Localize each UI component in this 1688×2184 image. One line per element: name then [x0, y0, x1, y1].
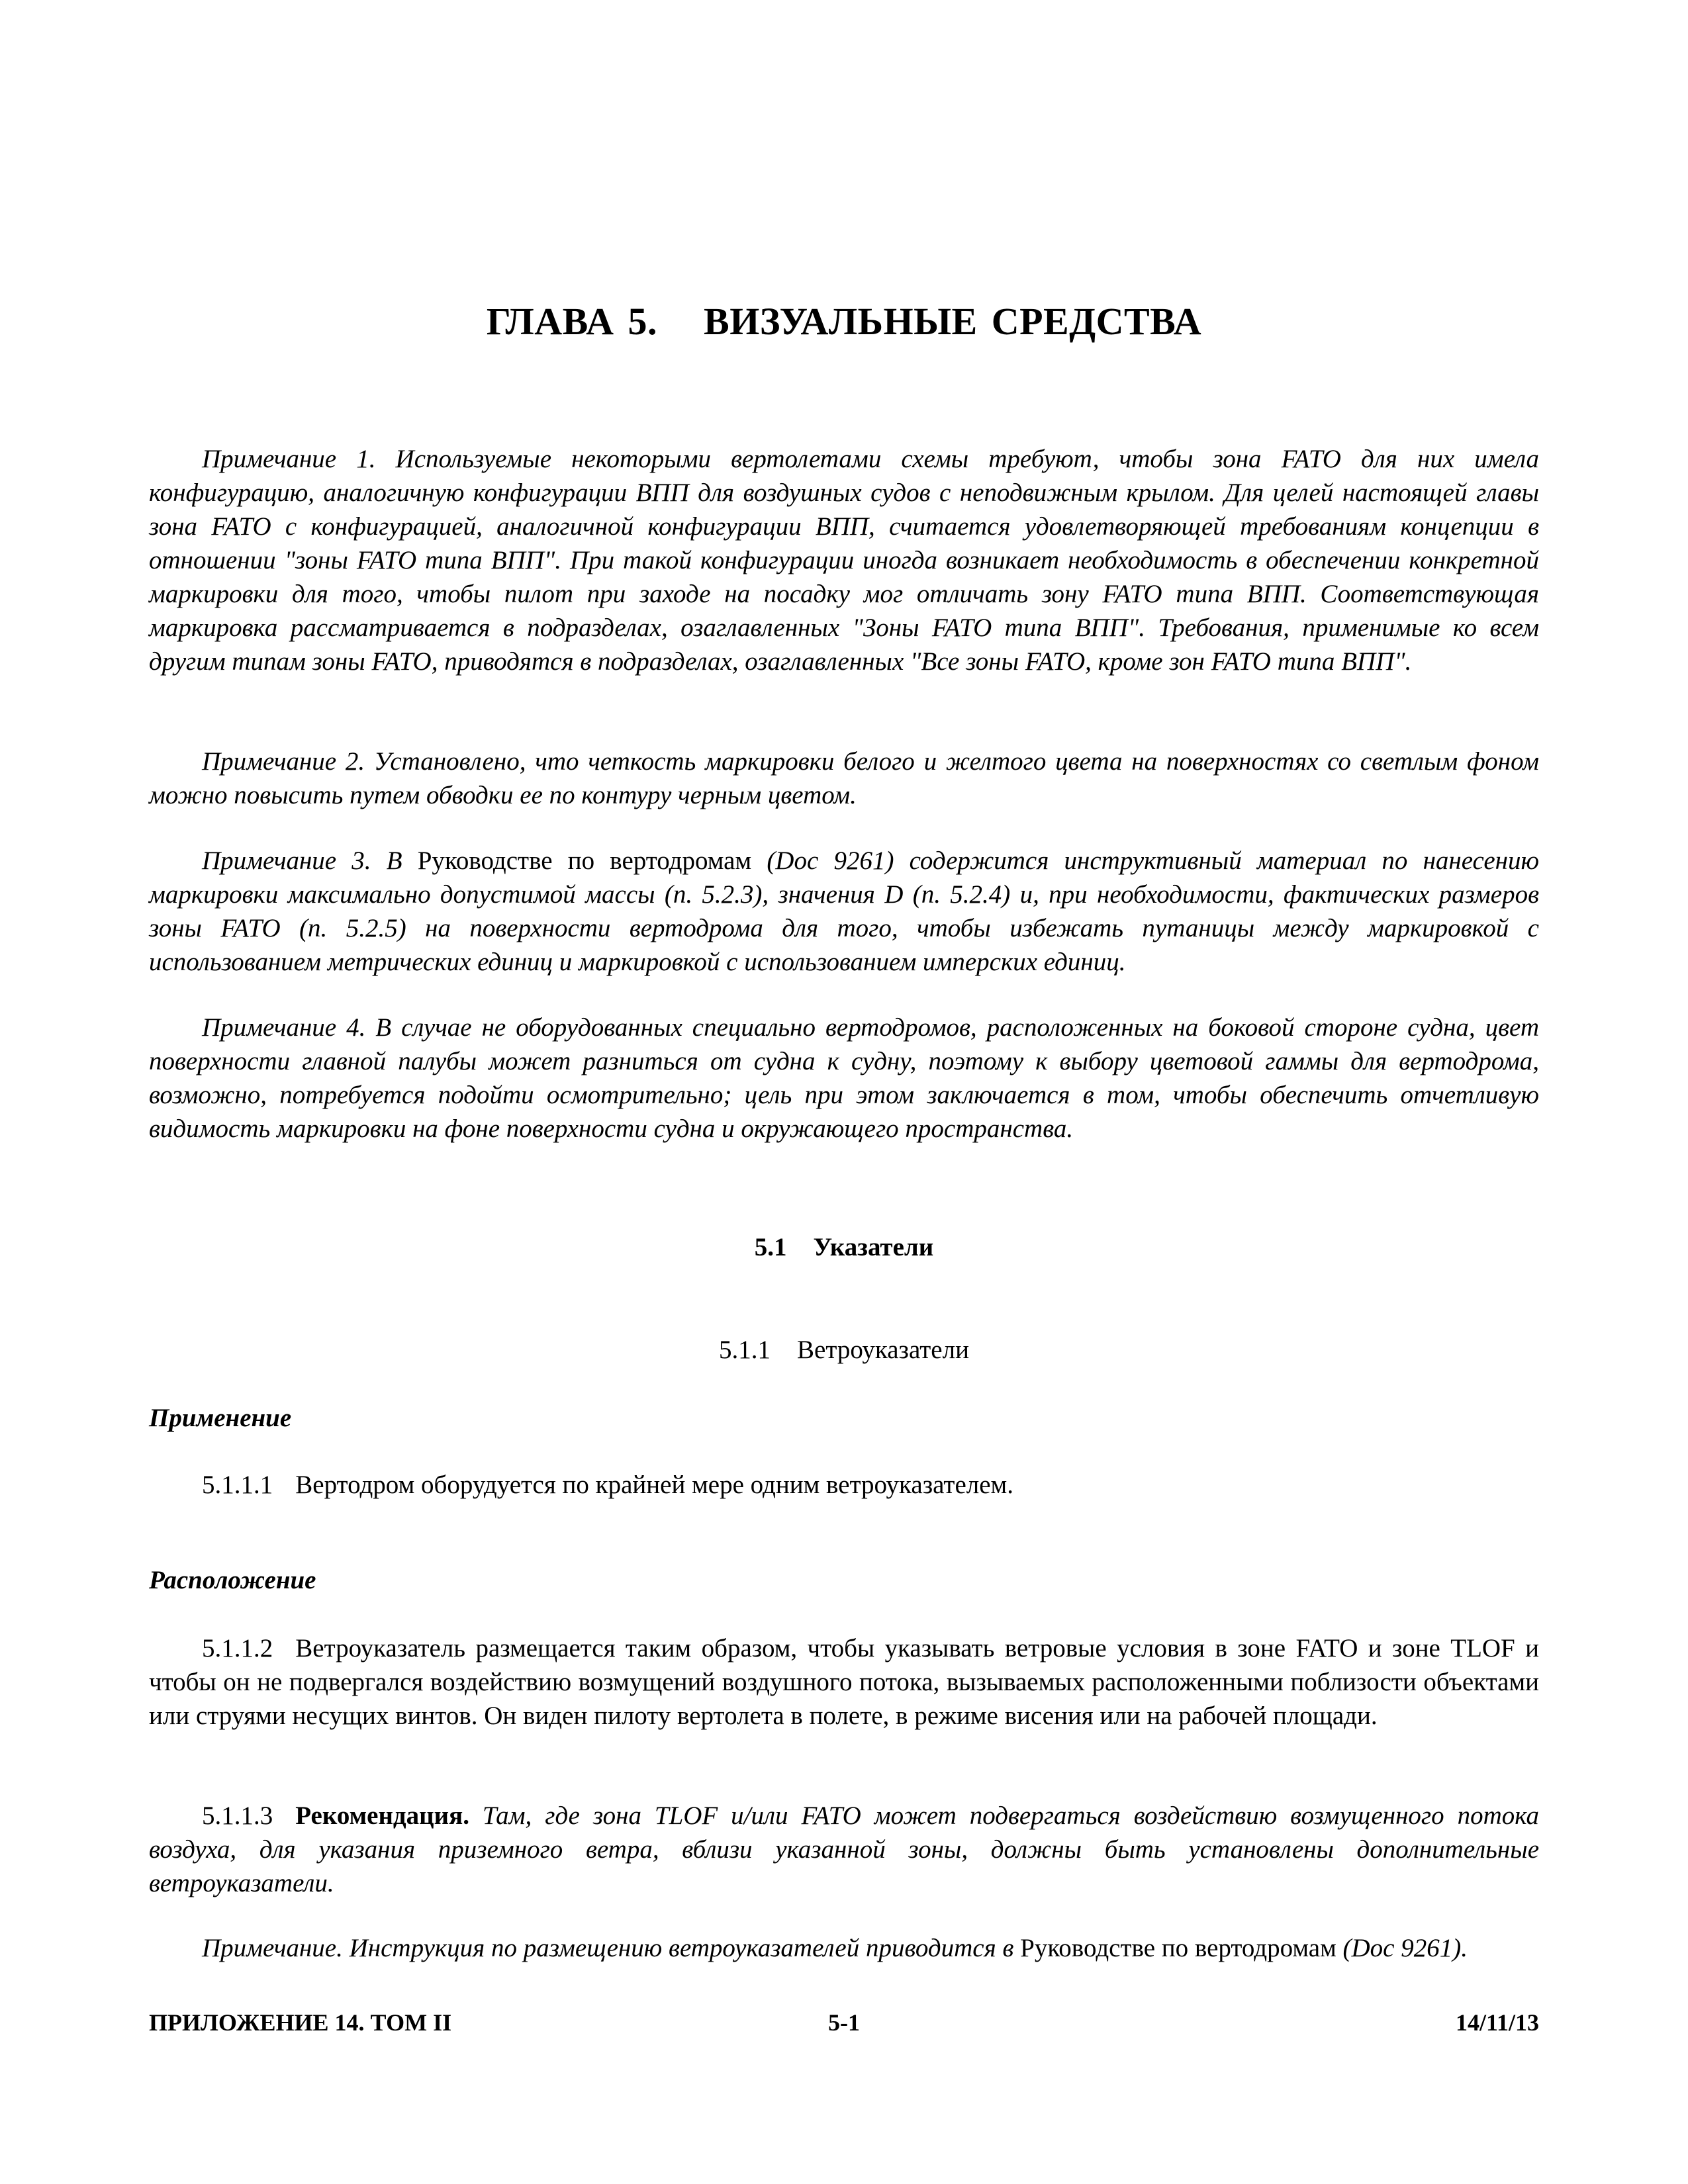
note-4-text: Примечание 4. В случае не оборудованных специально вертодромов, расположенных на боковой стороне судна, цвет поверхности главной палубы может разниться от судна к судну, поэтому к выбору цветовой гаммы для вертодрома, возможно, потребуется подойти осмотрительно; цель при этом заключается в том, чтобы обеспечить отчетливую видимость маркировки на фоне поверхности судна и окружающего пространства.	[149, 1013, 1539, 1143]
final-note-doc-title: Руководстве по вертодромам	[1020, 1934, 1336, 1962]
recommendation-text: Там, где зона TLOF и/или FATO может подвергаться воздействию возмущенного потока воздуха, для указания приземного ветра, вблизи указанной зоны, должны быть установлены дополнительные ветроуказатели.	[149, 1801, 1540, 1897]
paragraph-5-1-1-2	[149, 1631, 1539, 1733]
chapter-number: ГЛАВА 5.	[486, 300, 658, 343]
final-note	[149, 1931, 1539, 1965]
footer-date: 14/11/13	[1455, 2009, 1539, 2036]
final-note-text-before: Примечание. Инструкция по размещению ветроуказателей приводится в	[202, 1934, 1021, 1962]
footer-page-number: 5-1	[828, 2009, 860, 2036]
paragraph-number: 5.1.1.1	[202, 1471, 273, 1499]
note-3-text-before: Примечание 3. В	[202, 846, 418, 875]
recommendation-label: Рекомендация.	[295, 1801, 469, 1830]
note-3-text-after: (Doc 9261) содержится инструктивный материал по нанесению маркировки максимально допустимой массы (п. 5.2.3), значения D (п. 5.2.4) и, при необходимости, фактических размеров зоны FATO (п. 5.2.5) на поверхности вертодрома для того, чтобы избежать путаницы между маркировкой с использованием метрических единиц и маркировкой с использованием имперских единиц.	[149, 846, 1540, 976]
note-4	[149, 1011, 1539, 1146]
paragraph-number: 5.1.1.3	[202, 1801, 273, 1830]
chapter-name: ВИЗУАЛЬНЫЕ СРЕДСТВА	[704, 300, 1202, 343]
paragraph-5-1-1-3	[149, 1799, 1539, 1900]
page-footer	[149, 2009, 1539, 2042]
note-2-text: Примечание 2. Установлено, что четкость маркировки белого и желтого цвета на поверхностях со светлым фоном можно повысить путем обводки ее по контуру черным цветом.	[149, 747, 1539, 809]
subsection-heading	[0, 1335, 1688, 1365]
subsection-number: 5.1.1	[719, 1336, 771, 1364]
subsection-title: Ветроуказатели	[797, 1336, 969, 1364]
note-2	[149, 745, 1539, 812]
section-number: 5.1	[754, 1233, 787, 1261]
heading-location: Расположение	[149, 1566, 316, 1594]
heading-application: Применение	[149, 1404, 292, 1432]
note-1	[149, 442, 1539, 678]
note-3-doc-title: Руководстве по вертодромам	[417, 846, 752, 875]
note-1-text: Примечание 1. Используемые некоторыми вертолетами схемы требуют, чтобы зона FATO для них имела конфигурацию, аналогичную конфигурации ВПП для воздушных судов с неподвижным крылом. Для целей настоящей главы зона FATO с конфигурацией, аналогичной конфигурации ВПП, считается удовлетворяющей требованиям концепции в отношении "зоны FATO типа ВПП". При такой конфигурации иногда возникает необходимость в обеспечении конкретной маркировки для того, чтобы пилот при заходе на посадку мог отличать зону FATO типа ВПП. Соответствующая маркировка рассматривается в подразделах, озаглавленных "Зоны FATO типа ВПП". Требования, применимые ко всем другим типам зоны FATO, приводятся в подразделах, озаглавленных "Все зоны FATO, кроме зон FATO типа ВПП".	[149, 445, 1539, 676]
chapter-title	[0, 299, 1688, 343]
paragraph-text: Вертодром оборудуется по крайней мере одним ветроуказателем.	[295, 1471, 1013, 1499]
note-3	[149, 844, 1539, 979]
paragraph-number: 5.1.1.2	[202, 1634, 273, 1662]
paragraph-5-1-1-1	[149, 1468, 1539, 1502]
section-title: Указатели	[813, 1233, 934, 1261]
footer-annex: ПРИЛОЖЕНИЕ 14. ТОМ II	[149, 2009, 452, 2036]
paragraph-text: Ветроуказатель размещается таким образом, чтобы указывать ветровые условия в зоне FATO и зоне TLOF и чтобы он не подвергался воздействию возмущений воздушного потока, вызываемых расположенными поблизости объектами или струями несущих винтов. Он виден пилоту вертолета в полете, в режиме висения или на рабочей площади.	[149, 1634, 1539, 1730]
final-note-text-after: (Doc 9261).	[1336, 1934, 1468, 1962]
section-heading	[0, 1232, 1688, 1262]
